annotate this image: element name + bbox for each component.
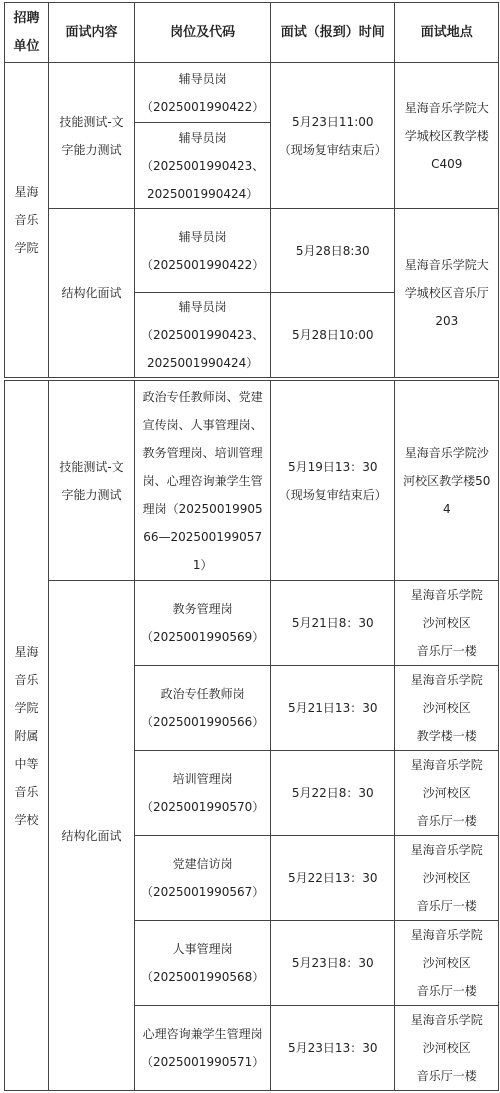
- time-cell: 5月23日8：30: [271, 921, 395, 1006]
- position-title: 人事管理岗: [172, 942, 233, 956]
- position-code: （2025001990569）: [141, 630, 265, 644]
- place-line-3: 音乐厅一楼: [416, 814, 477, 828]
- header-row: [5, 3, 499, 63]
- position-title: 培训管理岗: [172, 772, 233, 786]
- position-cell: 政治专任教师岗、党建宣传岗、人事管理岗、教务管理岗、培训管理岗、心理咨询兼学生管理岗（2025001990566—2025001990571）: [135, 381, 271, 581]
- place-cell: [395, 666, 499, 751]
- header-content: 面试内容: [49, 3, 135, 63]
- table-row: [5, 63, 499, 123]
- time-line-2: （现场复审结束后）: [278, 142, 387, 157]
- place-line-3: 音乐厅一楼: [416, 984, 477, 998]
- place-line-3: 音乐厅一楼: [416, 644, 477, 658]
- place-line-1: 星海音乐学院: [410, 758, 483, 772]
- time-cell: 5月28日10:00: [271, 293, 395, 378]
- position-cell: [135, 751, 271, 836]
- position-cell: [135, 293, 271, 378]
- place-line-3: 音乐厅一楼: [416, 899, 477, 913]
- position-code: （2025001990568）: [141, 970, 265, 984]
- place-line-3: 音乐厅一楼: [416, 1069, 477, 1083]
- header-place: 面试地点: [395, 3, 499, 63]
- place-cell: [395, 1006, 499, 1091]
- time-cell: 5月23日13：30: [271, 1006, 395, 1091]
- time-cell: 5月22日8：30: [271, 751, 395, 836]
- place-line-1: 星海音乐学院: [410, 673, 483, 687]
- position-code: （2025001990423、2025001990424）: [141, 328, 265, 370]
- position-title: 辅导员岗: [178, 300, 227, 314]
- position-cell: [135, 1006, 271, 1091]
- header-unit: 招聘单位: [5, 3, 49, 63]
- place-cell: 星海音乐学院大学城校区音乐厅203: [395, 209, 499, 378]
- table-row: [5, 381, 499, 581]
- position-cell: [135, 581, 271, 666]
- place-line-2: 沙河校区: [422, 871, 471, 885]
- position-cell: [135, 921, 271, 1006]
- interview-table-1: [4, 2, 499, 378]
- place-cell: 星海音乐学院大学城校区教学楼C409: [395, 63, 499, 209]
- position-code: （2025001990566）: [141, 715, 265, 729]
- position-code: （2025001990567）: [141, 885, 265, 899]
- time-cell: 5月19日13：30（现场复审结束后）: [271, 381, 395, 581]
- position-title: 辅导员岗: [178, 130, 227, 145]
- position-title: 辅导员岗: [178, 229, 227, 244]
- place-line-2: 沙河校区: [422, 1041, 471, 1055]
- position-cell: [135, 209, 271, 293]
- place-line-1: 星海音乐学院: [410, 843, 483, 857]
- place-line-3: 教学楼一楼: [416, 729, 477, 743]
- place-cell: [395, 836, 499, 921]
- time-cell: 5月21日8：30: [271, 581, 395, 666]
- position-title: 政治专任教师岗: [160, 687, 245, 701]
- place-line-2: 沙河校区: [422, 616, 471, 630]
- content-cell: 技能测试-文字能力测试: [49, 381, 135, 581]
- place-line-1: 星海音乐学院: [410, 928, 483, 942]
- time-cell: 5月21日13：30: [271, 666, 395, 751]
- position-cell: [135, 666, 271, 751]
- position-code: （2025001990423、2025001990424）: [141, 158, 265, 201]
- content-cell: 技能测试-文字能力测试: [49, 63, 135, 209]
- content-cell: 结构化面试: [49, 581, 135, 1091]
- interview-table-2: [4, 380, 499, 1091]
- place-cell: 星海音乐学院沙河校区教学楼504: [395, 381, 499, 581]
- header-time: 面试（报到）时间: [271, 3, 395, 63]
- place-line-1: 星海音乐学院: [410, 1013, 483, 1027]
- time-cell: 5月22日13：30: [271, 836, 395, 921]
- position-cell: [135, 123, 271, 209]
- place-cell: [395, 751, 499, 836]
- table-row: [5, 581, 499, 666]
- position-title: 教务管理岗: [172, 602, 233, 616]
- unit-cell: 星海音乐学院附属中等音乐学校: [5, 381, 49, 1091]
- header-position: 岗位及代码: [135, 3, 271, 63]
- position-title: 心理咨询兼学生管理岗: [142, 1027, 263, 1041]
- place-line-2: 沙河校区: [422, 701, 471, 715]
- place-line-2: 沙河校区: [422, 786, 471, 800]
- content-cell: 结构化面试: [49, 209, 135, 378]
- time-line-1: 5月23日11:00: [292, 114, 374, 129]
- position-title: 党建信访岗: [172, 857, 233, 871]
- position-title: 辅导员岗: [178, 71, 227, 86]
- position-code: （2025001990422）: [141, 99, 265, 114]
- time-cell: [271, 63, 395, 209]
- unit-cell: 星海音乐学院: [5, 63, 49, 378]
- place-line-1: 星海音乐学院: [410, 588, 483, 602]
- position-cell: [135, 836, 271, 921]
- time-cell: 5月28日8:30: [271, 209, 395, 293]
- position-code: （2025001990571）: [141, 1055, 265, 1069]
- table-row: [5, 209, 499, 293]
- place-cell: [395, 921, 499, 1006]
- place-line-2: 沙河校区: [422, 956, 471, 970]
- position-code: （2025001990570）: [141, 800, 265, 814]
- position-code: （2025001990422）: [141, 257, 265, 272]
- position-cell: [135, 63, 271, 123]
- place-cell: [395, 581, 499, 666]
